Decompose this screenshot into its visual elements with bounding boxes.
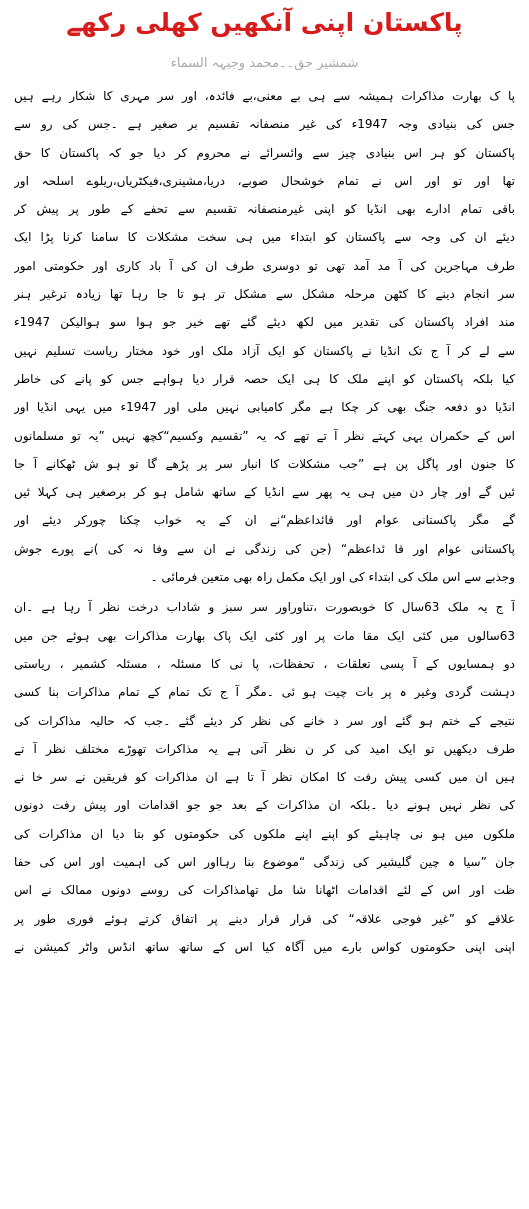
text-line: مند افراد پاکستان کی تقدیر میں لکھ دیئے گئے تھے خیر جو ہوا سو ہوالیکن 1947ء [14, 315, 515, 330]
text-line: 63سالوں میں کئی ایک مقا مات پر اور کئی ایک پاک بھارت مذاکرات بھی ہوئے جن میں [14, 628, 515, 643]
article-title: پاکستان اپنی آنکھیں کھلی رکھے [66, 8, 463, 37]
text-line: ہیں ان میں کسی پیش رفت کا امکان نظر آ تا ہے ان مذاکرات کو فریقین نے سر خا نے [14, 770, 515, 785]
text-line: اپنی اپنی حکومتوں کواس بارے میں آگاہ کیا اس کے ساتھ ساتھ انڈس واٹر کمیشن نے [14, 939, 515, 954]
text-line: وجذبے سے اس ملک کی ابتداء کی اور ایک مکمل راہ بھی متعین فرمائی ۔ [150, 570, 515, 585]
text-line: سے لے کر آ ج تک انڈیا نے پاکستان کو ایک آزاد ملک اور خود مختار ریاست تسلیم نہیں [14, 343, 515, 358]
paragraph-2 [14, 593, 515, 961]
text-line: دیئے ان کی وجہ سے پاکستان کو ابتداء میں ہی سخت مشکلات کا سامنا کرنا پڑا ایک [14, 230, 515, 245]
text-line: انڈیا دو دفعہ جنگ بھی کر چکا ہے مگر کامیابی نہیں ملی اور 1947ء میں یہی انڈیا اور [14, 400, 515, 415]
text-line: دو ہمسایوں کے آ پسی تعلقات ، تحفظات، پا نی کا مسئلہ ، مسئلہ کشمیر ، ریاستی [14, 656, 515, 671]
article-body [14, 82, 515, 961]
text-line: ظت اور اس کے لئے اقدامات اٹھانا شا مل تھامذاکرات کی روسے دونوں ممالک نے اس [14, 883, 515, 898]
paragraph-1 [14, 82, 515, 591]
text-line: علاقے کو ”غیر فوجی علاقہ“ کی قرار قرار دینے پر اتفاق کرتے ہوئے فوری طور پر [14, 911, 515, 926]
text-line: کا جنون اور پاگل پن ہے ”جب مشکلات کا انبار سر پر پڑھے گا تو ہو ش ٹھکانے آ جا [14, 456, 515, 471]
author-byline: شمشیر حق۔۔محمد وجیہہ السماء [170, 56, 359, 71]
text-line: کی نظر نہیں ہونے دیا ۔بلکہ ان مذاکرات کے بعد جو جو اقدامات اور پیش رفت دونوں [14, 798, 515, 813]
text-line: گے مگر پاکستانی عوام اور قائداعظم“نے ان کے یہ خواب چکنا چورکر دیئے اور [14, 513, 515, 528]
text-line: آ ج یہ ملک 63سال کا خوبصورت ،تناوراور سر سبز و شاداب درخت نظر آ رہا ہے ۔ان [14, 600, 515, 615]
text-line: جان ”سیا ہ چین گلیشیر کی زندگی “موضوع بنا رہااور اس کی اہمیت اور اس کی حفا [14, 855, 515, 870]
text-line: باقی تمام ادارے بھی انڈیا کو اپنی غیرمنصفانہ تقسیم سے تحفے کے طور پر پیش کر [14, 202, 515, 217]
text-line: اس کے حکمران یہی کہتے نظر آ تے تھے کہ یہ ”تقسیم وکسیم“کچھ نہیں ”یہ تو مسلمانوں [14, 428, 515, 443]
text-line: تھا اور تو اور اس نے تمام خوشحال صوبے، دریا،مشینری،فیکٹریاں،ریلوے اسلحہ اور [14, 173, 515, 188]
text-line: نتیجے کے ختم ہو گئے اور سر د خانے کی نظر کر دیئے گئے ۔جب کہ حالیہ مذاکرات کی [14, 713, 515, 728]
text-line: طرف دیکھیں تو ایک امید کی کر ن نظر آتی ہے یہ مذاکرات تھوڑے مختلف نظر آ تے [14, 741, 515, 756]
text-line: سر انجام دینے کا کٹھن مرحلہ مشکل سے مشکل تر ہو تا جا رہا تھا زیادہ ترغیر ہنر [14, 287, 515, 302]
text-line: پاکستانی عوام اور قا ئداعظم“ (جن کی زندگی نے ان سے وفا نہ کی )نے پورے جوش [14, 541, 515, 556]
text-line: کیا بلکہ پاکستان کو اپنے ملک کا ہی ایک حصہ قرار دیا ہواہے جس کو پانے کی خاطر [14, 371, 515, 386]
text-line: پاکستان کو ہر اس بنیادی چیز سے وائسرائے نے محروم کر دیا جو کہ پاکستان کا حق [14, 145, 515, 160]
text-line: ئیں گے اور چار دن میں ہی یہ پھر سے انڈیا کے ساتھ شامل ہو کر برصغیر ہی کہلا ئیں [14, 485, 515, 500]
text-line: طرف مہاجرین کی آ مد آمد تھی تو دوسری طرف ان کی آ باد کاری اور حکومتی امور [14, 258, 515, 273]
text-line: ملکوں میں ہو نی چاہیئے کو اپنے اپنے ملکوں کی حکومتوں کو بتا دیا ان مذاکرات کی [14, 826, 515, 841]
text-line: دہشت گردی وغیر ہ پر بات چیت ہو ئی ۔مگر آ ج تک تمام کے تمام مذاکرات بنا کسی [14, 685, 515, 700]
text-line: جس کی بنیادی وجہ 1947ء کی غیر منصفانہ تقسیم بر صغیر ہے ۔جس کی رو سے [14, 117, 515, 132]
text-line: پا ک بھارت مذاکرات ہمیشہ سے ہی بے معنی،بے فائدہ، اور سر مہری کا شکار رہے ہیں [14, 89, 515, 103]
